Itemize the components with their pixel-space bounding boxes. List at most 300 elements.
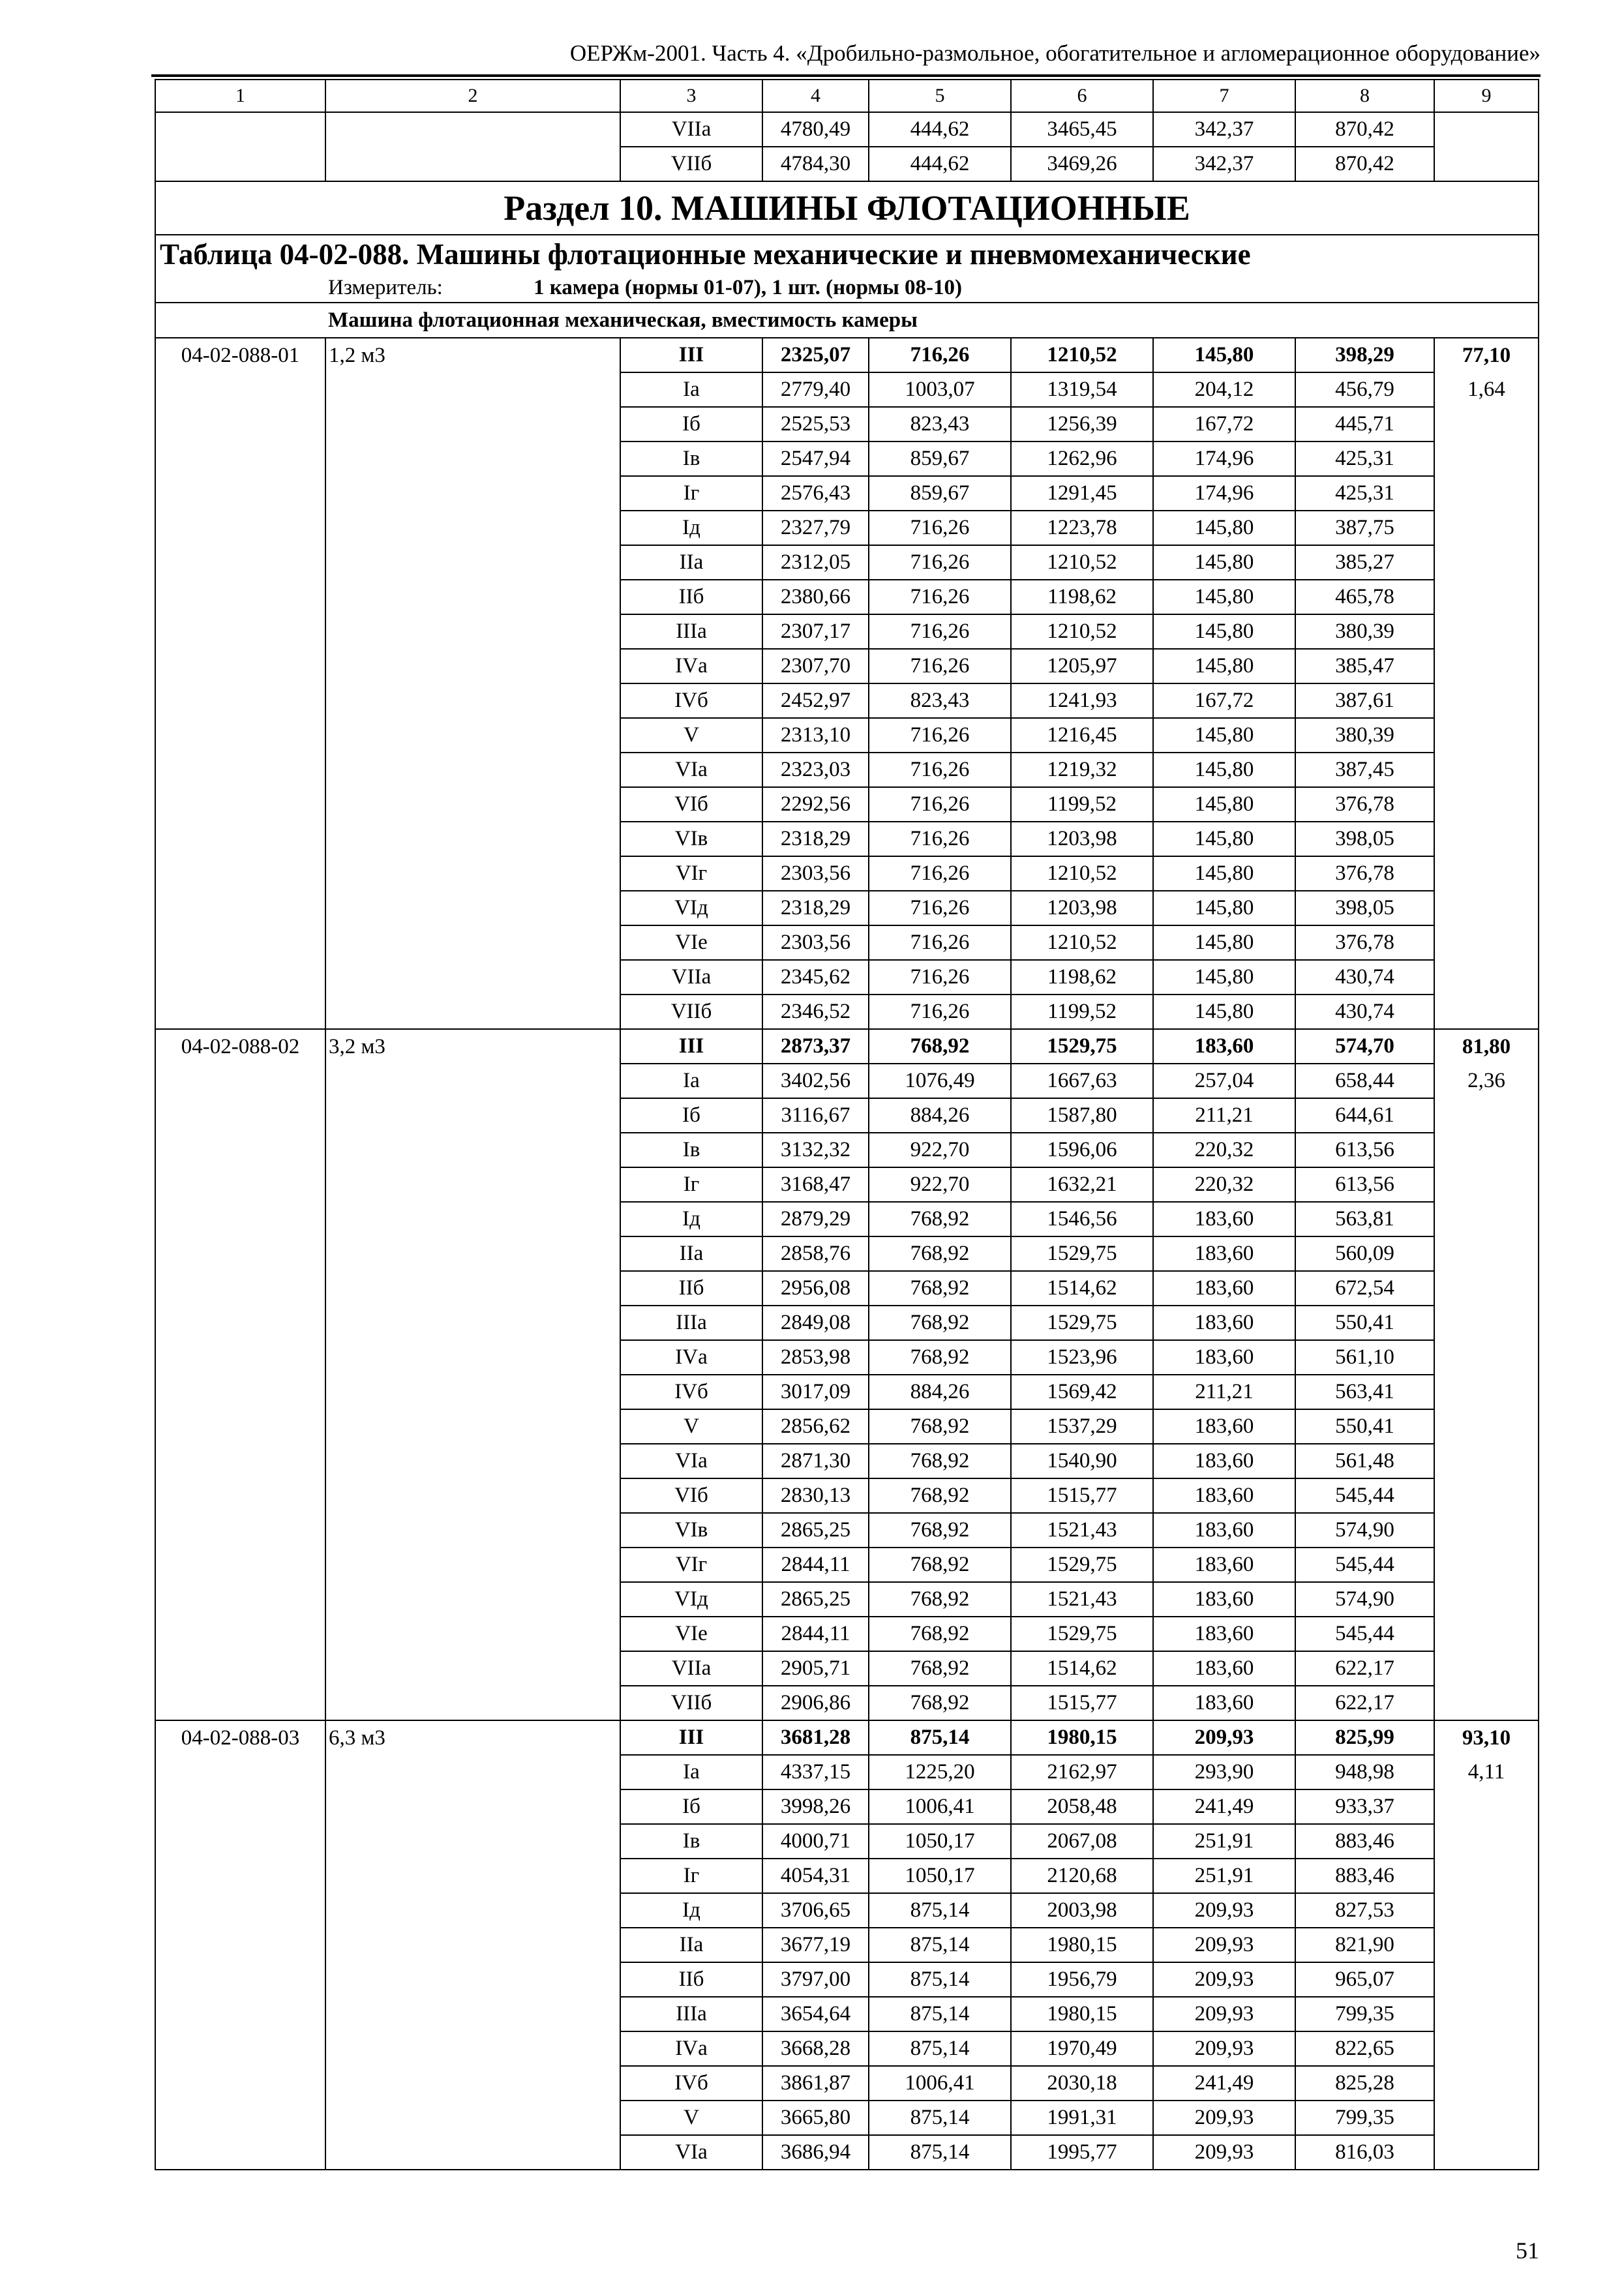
zone-cell: IIа [620,545,762,580]
col9-cell [1434,753,1539,787]
col9-cell [1434,787,1539,822]
table-row [155,1893,1539,1928]
col9-cell [1434,1167,1539,1202]
value-cell: 145,80 [1153,822,1295,856]
zone-cell: IVа [620,1340,762,1375]
table-row [155,1513,1539,1548]
value-cell: 183,60 [1153,1271,1295,1306]
value-cell: 870,42 [1295,112,1434,147]
desc-cell [325,580,620,614]
code-cell [155,1478,325,1513]
value-cell: 716,26 [869,338,1011,372]
value-cell: 716,26 [869,856,1011,891]
value-cell: 875,14 [869,1893,1011,1928]
table-row [155,1962,1539,1997]
value-cell: 3465,45 [1011,112,1153,147]
value-cell: 3017,09 [762,1375,869,1409]
value-cell: 183,60 [1153,1306,1295,1340]
zone-cell: VIв [620,1513,762,1548]
desc-cell [325,1375,620,1409]
value-cell: 768,92 [869,1582,1011,1617]
col9-cell [1434,511,1539,545]
table-row [155,1098,1539,1133]
code-cell [155,856,325,891]
table-title: Таблица 04-02-088. Машины флотационные механические и пневмомеханические [155,235,1539,273]
value-cell: 1003,07 [869,372,1011,407]
value-cell: 145,80 [1153,891,1295,925]
code-cell [155,476,325,511]
table-row [155,1824,1539,1859]
code-cell [155,1271,325,1306]
column-number-cell: 8 [1295,80,1434,112]
code-cell [155,147,325,181]
col9-cell [1434,995,1539,1029]
code-cell [155,1444,325,1478]
col9-cell: 77,10 [1434,338,1539,372]
value-cell: 3168,47 [762,1167,869,1202]
zone-cell: IVб [620,2066,762,2101]
value-cell: 1521,43 [1011,1582,1153,1617]
desc-cell [325,1997,620,2031]
zone-cell: Iа [620,1755,762,1789]
col9-cell [1434,1997,1539,2031]
column-number-cell: 3 [620,80,762,112]
code-cell [155,1893,325,1928]
value-cell: 183,60 [1153,1236,1295,1271]
col9-cell [1434,407,1539,441]
value-cell: 2345,62 [762,960,869,995]
value-cell: 716,26 [869,753,1011,787]
col9-cell [1434,2066,1539,2101]
table-row [155,1720,1539,1755]
code-cell [155,372,325,407]
value-cell: 2865,25 [762,1513,869,1548]
value-cell: 1210,52 [1011,545,1153,580]
table-row [155,511,1539,545]
value-cell: 561,48 [1295,1444,1434,1478]
table-row [155,995,1539,1029]
value-cell: 251,91 [1153,1824,1295,1859]
value-cell: 183,60 [1153,1651,1295,1686]
value-cell: 145,80 [1153,649,1295,683]
col9-cell [1434,476,1539,511]
code-cell [155,112,325,147]
value-cell: 1006,41 [869,1789,1011,1824]
table-row [155,2066,1539,2101]
code-cell [155,2101,325,2135]
value-cell: 2303,56 [762,856,869,891]
value-cell: 561,10 [1295,1340,1434,1375]
value-cell: 716,26 [869,614,1011,649]
value-cell: 613,56 [1295,1133,1434,1167]
zone-cell: IIIа [620,1306,762,1340]
code-cell [155,1755,325,1789]
value-cell: 145,80 [1153,580,1295,614]
value-cell: 183,60 [1153,1340,1295,1375]
value-cell: 622,17 [1295,1651,1434,1686]
desc-cell [325,1444,620,1478]
value-cell: 1546,56 [1011,1202,1153,1236]
value-cell: 1529,75 [1011,1306,1153,1340]
value-cell: 563,81 [1295,1202,1434,1236]
desc-cell [325,545,620,580]
value-cell: 965,07 [1295,1962,1434,1997]
column-number-cell: 1 [155,80,325,112]
norm-code: 04-02-088-01 [155,338,325,372]
norm-code: 04-02-088-02 [155,1029,325,1064]
zone-cell: Iд [620,1893,762,1928]
code-cell [155,1236,325,1271]
table-row [155,718,1539,753]
table-row [155,372,1539,407]
table-row [155,649,1539,683]
value-cell: 768,92 [869,1548,1011,1582]
code-cell [155,1167,325,1202]
desc-cell [325,2101,620,2135]
value-cell: 823,43 [869,407,1011,441]
subheading: Машина флотационная механическая, вместимость камеры [325,303,1539,338]
value-cell: 1515,77 [1011,1478,1153,1513]
code-cell [155,1548,325,1582]
code-cell [155,1409,325,1444]
desc-cell [325,1755,620,1789]
zone-cell: IIIа [620,1997,762,2031]
table-row [155,1064,1539,1098]
desc-cell [325,649,620,683]
value-cell: 2871,30 [762,1444,869,1478]
value-cell: 145,80 [1153,338,1295,372]
table-row [155,1478,1539,1513]
value-cell: 2844,11 [762,1617,869,1651]
section-title: Раздел 10. МАШИНЫ ФЛОТАЦИОННЫЕ [155,181,1539,235]
table-row [155,338,1539,372]
value-cell: 145,80 [1153,925,1295,960]
col9-cell [1434,1789,1539,1824]
value-cell: 183,60 [1153,1513,1295,1548]
code-cell [155,718,325,753]
value-cell: 380,39 [1295,718,1434,753]
code-cell [155,1098,325,1133]
table-row [155,1236,1539,1271]
table-row [155,2101,1539,2135]
subheading-spacer [155,303,325,338]
value-cell: 145,80 [1153,856,1295,891]
value-cell: 716,26 [869,822,1011,856]
table-title-row [155,235,1539,273]
value-cell: 1199,52 [1011,995,1153,1029]
desc-cell [325,1686,620,1720]
table-row [155,2135,1539,2170]
value-cell: 560,09 [1295,1236,1434,1271]
col9-cell [1434,960,1539,995]
value-cell: 1225,20 [869,1755,1011,1789]
running-header: ОЕРЖм-2001. Часть 4. «Дробильно-размольное, обогатительное и агломерационное оборудование» [569,40,1541,66]
col9-cell [1434,1409,1539,1444]
code-cell [155,1962,325,1997]
col9-cell [1434,1444,1539,1478]
value-cell: 209,93 [1153,1997,1295,2031]
zone-cell: IIа [620,1928,762,1962]
desc-cell [325,960,620,995]
value-cell: 293,90 [1153,1755,1295,1789]
code-cell [155,1064,325,1098]
col9-cell [1434,891,1539,925]
value-cell: 145,80 [1153,545,1295,580]
column-number-cell: 9 [1434,80,1539,112]
value-cell: 1319,54 [1011,372,1153,407]
col9-cell [1434,1340,1539,1375]
value-cell: 1980,15 [1011,1997,1153,2031]
table-row [155,1928,1539,1962]
desc-cell [325,1548,620,1582]
value-cell: 376,78 [1295,787,1434,822]
meter-cell [325,273,1539,303]
col9-cell: 81,80 [1434,1029,1539,1064]
code-cell [155,2135,325,2170]
meter-value: 1 камера (нормы 01-07), 1 шт. (нормы 08-10) [534,276,962,299]
code-cell [155,995,325,1029]
value-cell: 827,53 [1295,1893,1434,1928]
desc-cell [325,614,620,649]
code-cell [155,1824,325,1859]
zone-cell: IIб [620,1962,762,1997]
code-cell [155,1617,325,1651]
code-cell [155,1133,325,1167]
desc-cell [325,2066,620,2101]
value-cell: 859,67 [869,476,1011,511]
desc-cell [325,925,620,960]
table-row [155,1997,1539,2031]
value-cell: 2307,17 [762,614,869,649]
value-cell: 1262,96 [1011,441,1153,476]
value-cell: 1291,45 [1011,476,1153,511]
value-cell: 922,70 [869,1167,1011,1202]
value-cell: 145,80 [1153,787,1295,822]
value-cell: 183,60 [1153,1582,1295,1617]
value-cell: 387,75 [1295,511,1434,545]
desc-cell [325,1271,620,1306]
table-row [155,1306,1539,1340]
zone-cell: VIа [620,753,762,787]
col9-cell [1434,718,1539,753]
header-rule [151,74,1541,77]
col9-cell [1434,1133,1539,1167]
value-cell: 1210,52 [1011,925,1153,960]
value-cell: 3861,87 [762,2066,869,2101]
value-cell: 209,93 [1153,1962,1295,1997]
value-cell: 672,54 [1295,1271,1434,1306]
value-cell: 387,45 [1295,753,1434,787]
value-cell: 183,60 [1153,1686,1295,1720]
value-cell: 768,92 [869,1651,1011,1686]
table-row [155,476,1539,511]
col9-cell [1434,1271,1539,1306]
value-cell: 1569,42 [1011,1375,1153,1409]
value-cell: 183,60 [1153,1478,1295,1513]
code-cell [155,2066,325,2101]
value-cell: 1537,29 [1011,1409,1153,1444]
value-cell: 768,92 [869,1444,1011,1478]
code-cell [155,822,325,856]
col9-cell [1434,649,1539,683]
table-row [155,1340,1539,1375]
value-cell: 1529,75 [1011,1617,1153,1651]
table-row [155,1029,1539,1064]
column-number-cell: 6 [1011,80,1153,112]
zone-cell: VIг [620,1548,762,1582]
value-cell: 183,60 [1153,1617,1295,1651]
value-cell: 716,26 [869,925,1011,960]
table-row [155,960,1539,995]
value-cell: 1050,17 [869,1859,1011,1893]
value-cell: 445,71 [1295,407,1434,441]
value-cell: 622,17 [1295,1686,1434,1720]
desc-cell [325,1236,620,1271]
value-cell: 4784,30 [762,147,869,181]
value-cell: 816,03 [1295,2135,1434,2170]
value-cell: 2292,56 [762,787,869,822]
value-cell: 884,26 [869,1098,1011,1133]
value-cell: 2307,70 [762,649,869,683]
value-cell: 550,41 [1295,1409,1434,1444]
value-cell: 875,14 [869,1720,1011,1755]
code-cell [155,1686,325,1720]
col9-cell [1434,1893,1539,1928]
value-cell: 1006,41 [869,2066,1011,2101]
col9-cell [1434,1928,1539,1962]
value-cell: 1514,62 [1011,1651,1153,1686]
value-cell: 342,37 [1153,147,1295,181]
meter-row [155,273,1539,303]
desc-cell [325,147,620,181]
value-cell: 1198,62 [1011,960,1153,995]
desc-cell [325,1928,620,1962]
zone-cell: Iд [620,511,762,545]
value-cell: 1203,98 [1011,822,1153,856]
table-row [155,1202,1539,1236]
value-cell: 251,91 [1153,1859,1295,1893]
desc-cell [325,1859,620,1893]
value-cell: 1219,32 [1011,753,1153,787]
value-cell: 768,92 [869,1513,1011,1548]
zone-cell: VIб [620,787,762,822]
table-row [155,1789,1539,1824]
value-cell: 465,78 [1295,580,1434,614]
value-cell: 2576,43 [762,476,869,511]
value-cell: 922,70 [869,1133,1011,1167]
code-cell [155,1513,325,1548]
value-cell: 2844,11 [762,1548,869,1582]
value-cell: 1256,39 [1011,407,1153,441]
value-cell: 167,72 [1153,683,1295,718]
zone-cell: Iа [620,372,762,407]
value-cell: 456,79 [1295,372,1434,407]
value-cell: 430,74 [1295,960,1434,995]
value-cell: 3654,64 [762,1997,869,2031]
value-cell: 167,72 [1153,407,1295,441]
col9-cell [1434,1236,1539,1271]
desc-cell [325,1582,620,1617]
col9-cell [1434,112,1539,147]
code-cell [155,960,325,995]
zone-cell: III [620,1720,762,1755]
value-cell: 209,93 [1153,1928,1295,1962]
value-cell: 1632,21 [1011,1167,1153,1202]
desc-cell [325,511,620,545]
value-cell: 1529,75 [1011,1548,1153,1582]
col9-cell [1434,856,1539,891]
value-cell: 716,26 [869,787,1011,822]
zone-cell: V [620,2101,762,2135]
value-cell: 3402,56 [762,1064,869,1098]
value-cell: 883,46 [1295,1859,1434,1893]
desc-cell [325,718,620,753]
value-cell: 545,44 [1295,1478,1434,1513]
zone-cell: Iд [620,1202,762,1236]
code-cell [155,1997,325,2031]
code-cell [155,1651,325,1686]
value-cell: 2956,08 [762,1271,869,1306]
desc-cell [325,1340,620,1375]
code-cell [155,2031,325,2066]
value-cell: 768,92 [869,1340,1011,1375]
value-cell: 716,26 [869,545,1011,580]
value-cell: 644,61 [1295,1098,1434,1133]
value-cell: 768,92 [869,1409,1011,1444]
value-cell: 145,80 [1153,753,1295,787]
value-cell: 376,78 [1295,925,1434,960]
value-cell: 376,78 [1295,856,1434,891]
zone-cell: VIг [620,856,762,891]
col9-cell [1434,1513,1539,1548]
value-cell: 398,05 [1295,822,1434,856]
value-cell: 3706,65 [762,1893,869,1928]
table-row [155,1271,1539,1306]
value-cell: 716,26 [869,995,1011,1029]
value-cell: 209,93 [1153,2101,1295,2135]
value-cell: 2325,07 [762,338,869,372]
zone-cell: IVб [620,1375,762,1409]
value-cell: 1980,15 [1011,1928,1153,1962]
value-cell: 425,31 [1295,441,1434,476]
value-cell: 2906,86 [762,1686,869,1720]
desc-cell [325,112,620,147]
desc-cell [325,441,620,476]
value-cell: 1514,62 [1011,1271,1153,1306]
norm-description: 3,2 м3 [325,1029,620,1064]
norm-description: 1,2 м3 [325,338,620,372]
zone-cell: IIIа [620,614,762,649]
norm-code: 04-02-088-03 [155,1720,325,1755]
col9-cell [1434,925,1539,960]
zone-cell: Iб [620,1789,762,1824]
value-cell: 716,26 [869,891,1011,925]
desc-cell [325,407,620,441]
value-cell: 1203,98 [1011,891,1153,925]
value-cell: 1050,17 [869,1824,1011,1859]
col9-cell [1434,1859,1539,1893]
value-cell: 1210,52 [1011,338,1153,372]
value-cell: 3116,67 [762,1098,869,1133]
table-row [155,1859,1539,1893]
value-cell: 768,92 [869,1029,1011,1064]
value-cell: 875,14 [869,2031,1011,2066]
value-cell: 145,80 [1153,614,1295,649]
value-cell: 768,92 [869,1202,1011,1236]
table-row [155,1409,1539,1444]
value-cell: 1205,97 [1011,649,1153,683]
value-cell: 183,60 [1153,1548,1295,1582]
